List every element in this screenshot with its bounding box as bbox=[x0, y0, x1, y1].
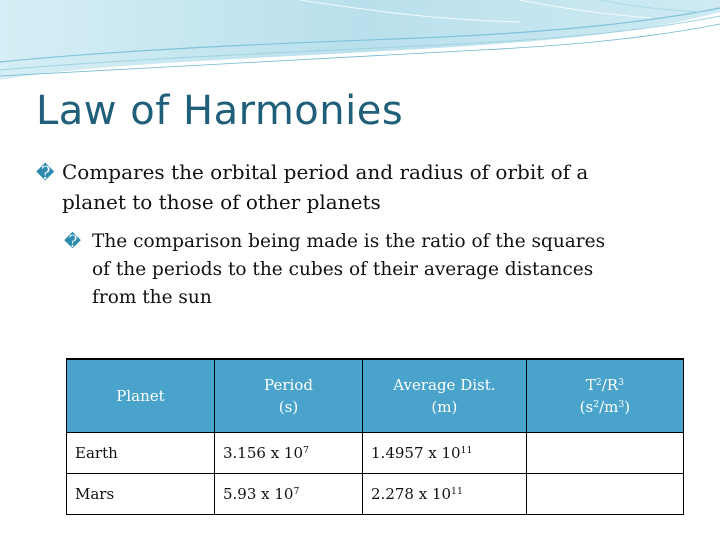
cell-period-base: 3.156 x 10 bbox=[222, 444, 304, 462]
bullet-main-line-2: planet to those of other planets bbox=[62, 190, 381, 214]
ratio-t-exp: 2 bbox=[595, 376, 602, 388]
cell-ratio bbox=[526, 433, 683, 474]
header-period bbox=[214, 359, 362, 433]
bullet-main-line-1: Compares the orbital period and radius of orbit of a bbox=[62, 160, 589, 184]
header-ratio-line1 bbox=[586, 376, 624, 394]
table-row bbox=[67, 474, 684, 515]
planet-data-table bbox=[66, 358, 684, 515]
ratio-unit-m: /m bbox=[599, 398, 619, 416]
cell-ratio bbox=[526, 474, 683, 515]
subbullet-marker-icon: � bbox=[64, 232, 82, 251]
bullet-main bbox=[36, 158, 676, 217]
header-period-line2: (s) bbox=[278, 398, 299, 416]
header-period-line1: Period bbox=[264, 376, 313, 394]
cell-period-exp: 7 bbox=[303, 444, 309, 456]
ratio-unit-m-exp: 3 bbox=[618, 398, 625, 410]
cell-planet: Earth bbox=[67, 433, 215, 474]
cell-distance bbox=[363, 433, 527, 474]
ratio-unit-open: (s bbox=[579, 398, 594, 416]
cell-distance-exp: 11 bbox=[460, 444, 473, 456]
cell-distance-exp: 11 bbox=[451, 485, 463, 497]
cell-period-exp: 7 bbox=[293, 485, 300, 497]
table-row bbox=[67, 433, 684, 474]
decorative-wave-banner bbox=[0, 0, 720, 95]
cell-distance-base: 1.4957 x 10 bbox=[371, 444, 461, 462]
slide-title: Law of Harmonies bbox=[36, 88, 404, 134]
cell-distance bbox=[363, 474, 527, 515]
ratio-t: T bbox=[585, 376, 596, 394]
cell-planet: Mars bbox=[67, 474, 215, 515]
header-planet bbox=[67, 359, 215, 433]
ratio-r-exp: 3 bbox=[618, 376, 624, 388]
bullet-sub-line-3: from the sun bbox=[92, 287, 212, 308]
bullet-sub-line-2: of the periods to the cubes of their average distances bbox=[92, 259, 594, 280]
header-distance bbox=[363, 359, 527, 433]
header-planet-text: Planet bbox=[116, 387, 165, 405]
bullet-sub-line-1: The comparison being made is the ratio of the squares bbox=[92, 231, 606, 252]
table-header-row bbox=[67, 359, 684, 433]
header-ratio-line2 bbox=[580, 398, 631, 416]
bullet-marker-icon: � bbox=[36, 163, 55, 184]
ratio-unit-s-exp: 2 bbox=[593, 398, 600, 410]
header-distance-line1: Average Dist. bbox=[393, 376, 496, 394]
cell-period bbox=[214, 433, 362, 474]
ratio-unit-close: ) bbox=[624, 398, 631, 416]
header-distance-line2: (m) bbox=[431, 398, 458, 416]
cell-period bbox=[214, 474, 362, 515]
bullet-sub bbox=[64, 228, 674, 312]
cell-distance-base: 2.278 x 10 bbox=[371, 485, 452, 503]
cell-period-base: 5.93 x 10 bbox=[222, 485, 294, 503]
ratio-r: /R bbox=[601, 376, 619, 394]
header-ratio bbox=[526, 359, 683, 433]
